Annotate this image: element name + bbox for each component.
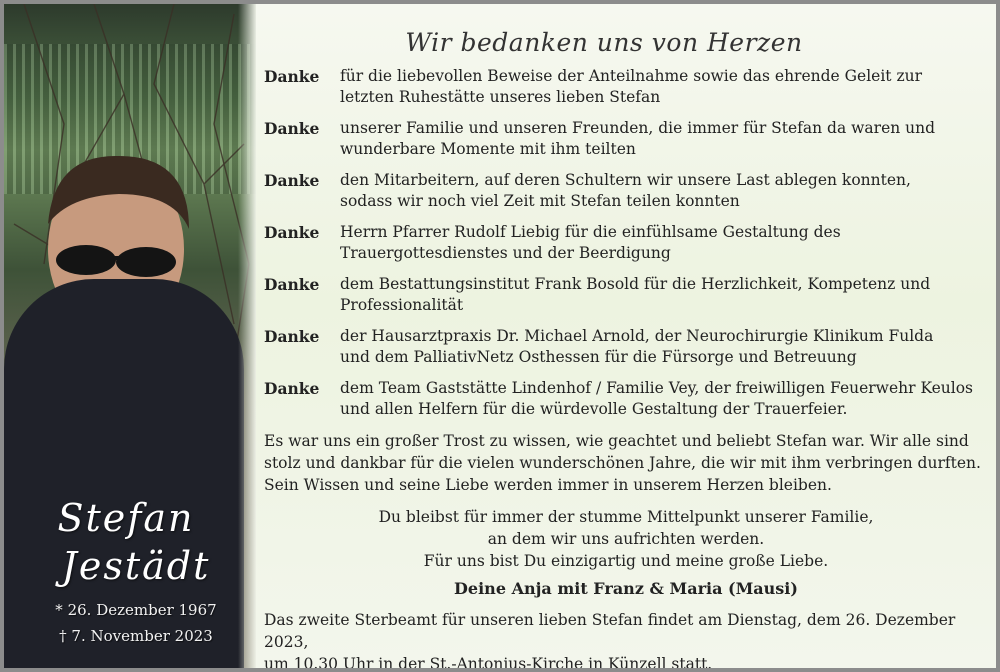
thanks-item <box>264 326 984 378</box>
service-note: Das zweite Sterbeamt für unseren lieben Stefan findet am Dienstag, dem 26. Dezember 2023, um 10.30 Uhr in der St.-Antonius-Kirche in Künzell statt. <box>264 611 956 668</box>
thanks-label: Danke <box>264 379 320 398</box>
thanks-label: Danke <box>264 119 320 138</box>
thanks-item <box>264 378 984 430</box>
thanks-item <box>264 118 984 170</box>
thanks-item <box>264 222 984 274</box>
signature: Deine Anja mit Franz & Maria (Mausi) <box>454 579 798 598</box>
closing-paragraph: Es war uns ein großer Trost zu wissen, wie geachtet und beliebt Stefan war. Wir alle sind stolz und dankbar für die vielen wunderschönen Jahre, die wir mit ihm verbringen durften. Sein Wissen und seine Liebe werden immer in unserem Herzen bleiben. <box>264 432 981 494</box>
page-title: Wir bedanken uns von Herzen <box>405 28 803 57</box>
thanks-text: dem Team Gaststätte Lindenhof / Familie Vey, der freiwilligen Feuerwehr Keulos und allen Helfern für die würdevolle Gestaltung der Trauerfeier. <box>340 379 974 418</box>
thanks-text: für die liebevollen Beweise der Anteilnahme sowie das ehrende Geleit zur letzten Ruhestätte unseres lieben Stefan <box>340 67 922 106</box>
deceased-last-name: Jestädt <box>61 544 211 588</box>
memorial-poem: Du bleibst für immer der stumme Mittelpunkt unserer Familie, an dem wir uns aufrichten werden. Für uns bist Du einzigartig und meine große Liebe. <box>378 508 874 570</box>
obituary-card <box>4 4 996 668</box>
deceased-first-name: Stefan <box>57 496 195 540</box>
thanks-label: Danke <box>264 327 320 346</box>
thanks-text: unserer Familie und unseren Freunden, die immer für Stefan da waren und wunderbare Momente mit ihm teilten <box>340 119 936 158</box>
thanks-list <box>264 66 984 430</box>
death-date: † 7. November 2023 <box>59 627 213 645</box>
thanks-label: Danke <box>264 275 320 294</box>
thanks-label: Danke <box>264 223 320 242</box>
birth-date: * 26. Dezember 1967 <box>55 601 217 619</box>
thanks-label: Danke <box>264 67 320 86</box>
thanks-item <box>264 66 984 118</box>
thanks-text: der Hausarztpraxis Dr. Michael Arnold, der Neurochirurgie Klinikum Fulda und dem PalliativNetz Osthessen für die Fürsorge und Betreuung <box>340 327 934 366</box>
thanks-text: den Mitarbeitern, auf deren Schultern wir unsere Last ablegen konnten, sodass wir noch viel Zeit mit Stefan teilen konnten <box>340 171 911 210</box>
thanks-item <box>264 274 984 326</box>
portrait-photo <box>4 4 256 668</box>
thanks-text: Herrn Pfarrer Rudolf Liebig für die einfühlsame Gestaltung des Trauergottesdienstes und der Beerdigung <box>340 223 841 262</box>
thanks-label: Danke <box>264 171 320 190</box>
thanks-item <box>264 170 984 222</box>
thanks-text: dem Bestattungsinstitut Frank Bosold für die Herzlichkeit, Kompetenz und Professionalität <box>340 275 931 314</box>
